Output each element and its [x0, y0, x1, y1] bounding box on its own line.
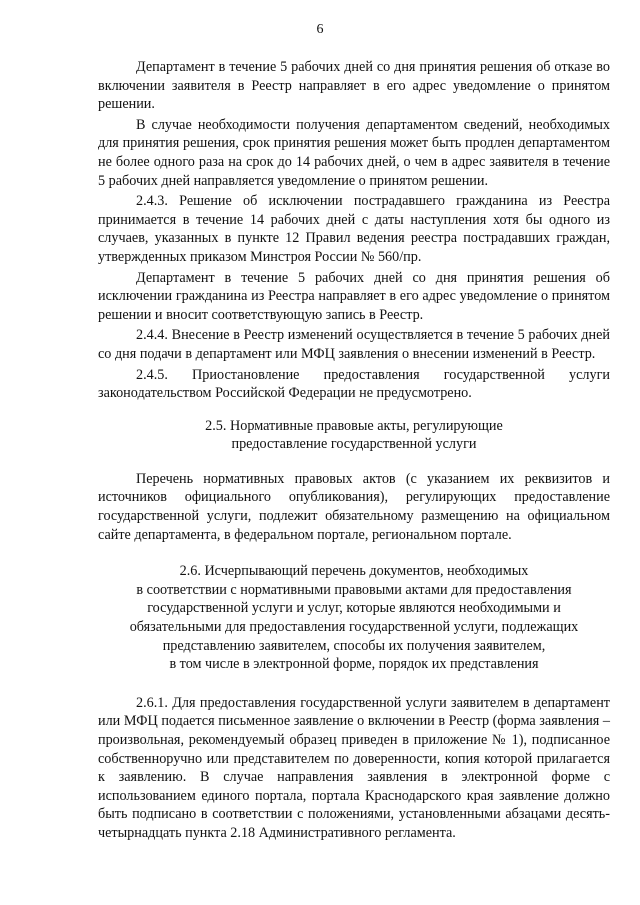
heading-line: в соответствии с нормативными правовыми актами для предоставления: [136, 581, 572, 598]
heading-line: представлению заявителем, способы их получения заявителем,: [162, 637, 546, 654]
paragraph: 2.4.3. Решение об исключении пострадавшего гражданина из Реестра принимается в течение 14 рабочих дней с даты наступления хотя бы одного из случаев, указанных в пункте 12 Правил ведения реестра пострадавших граждан, утвержденных приказом Минстроя России № 560/пр.: [98, 193, 610, 265]
section-heading-2-5: [98, 417, 610, 454]
page-number: 6: [316, 22, 324, 37]
heading-line: предоставление государственной услуги: [231, 436, 477, 453]
paragraph: В случае необходимости получения департаментом сведений, необходимых для принятия решения, срок принятия решения может быть продлен департаментом не более одного раза на срок до 14 рабочих дней, о чем в адрес заявителя в течение 5 рабочих дней направляется уведомление о принятом решении.: [98, 116, 610, 189]
document-body: [98, 58, 610, 843]
paragraph: Департамент в течение 5 рабочих дней со дня принятия решения об отказе во включении заявителя в Реестр направляет в его адрес уведомление о принятом решении.: [98, 59, 610, 113]
heading-line: обязательными для предоставления государственной услуги, подлежащих: [129, 619, 579, 636]
heading-line: 2.5. Нормативные правовые акты, регулирующие: [205, 417, 503, 434]
section-heading-2-6: [98, 562, 610, 674]
paragraph: Департамент в течение 5 рабочих дней со дня принятия решения об исключении гражданина из Реестра направляет в его адрес уведомление о принятом решении и вносит соответствующую запись в Реестр.: [98, 269, 610, 323]
paragraph: Перечень нормативных правовых актов (с указанием их реквизитов и источников официального опубликования), регулирующих предоставление государственной услуги, подлежит обязательному размещению на официальном сайте департамента, в федеральном портале, региональном портале.: [98, 470, 610, 543]
paragraph: 2.4.4. Внесение в Реестр изменений осуществляется в течение 5 рабочих дней со дня подачи в департамент или МФЦ заявления о внесении изменений в Реестр.: [98, 327, 610, 362]
heading-line: в том числе в электронной форме, порядок их представления: [169, 656, 539, 673]
paragraph: 2.6.1. Для предоставления государственной услуги заявителем в департамент или МФЦ подается письменное заявление о включении в Реестр (форма заявления – произвольная, рекомендуемый образец приведен в приложение № 1), подписанное собственноручно или представителем по доверенности, копия которой прилагается к заявлению. В случае направления заявления в электронной форме с использованием единого портала, портала Краснодарского края заявление должно быть подписано в соответствии с положениями, установленными абзацами десять-четырнадцать пункта 2.18 Административного регламента.: [98, 694, 610, 841]
paragraph: 2.4.5. Приостановление предоставления государственной услуги законодательством Российской Федерации не предусмотрено.: [98, 366, 610, 402]
heading-line: государственной услуги и услуг, которые являются необходимыми и: [147, 600, 561, 617]
heading-line: 2.6. Исчерпывающий перечень документов, необходимых: [179, 563, 529, 580]
